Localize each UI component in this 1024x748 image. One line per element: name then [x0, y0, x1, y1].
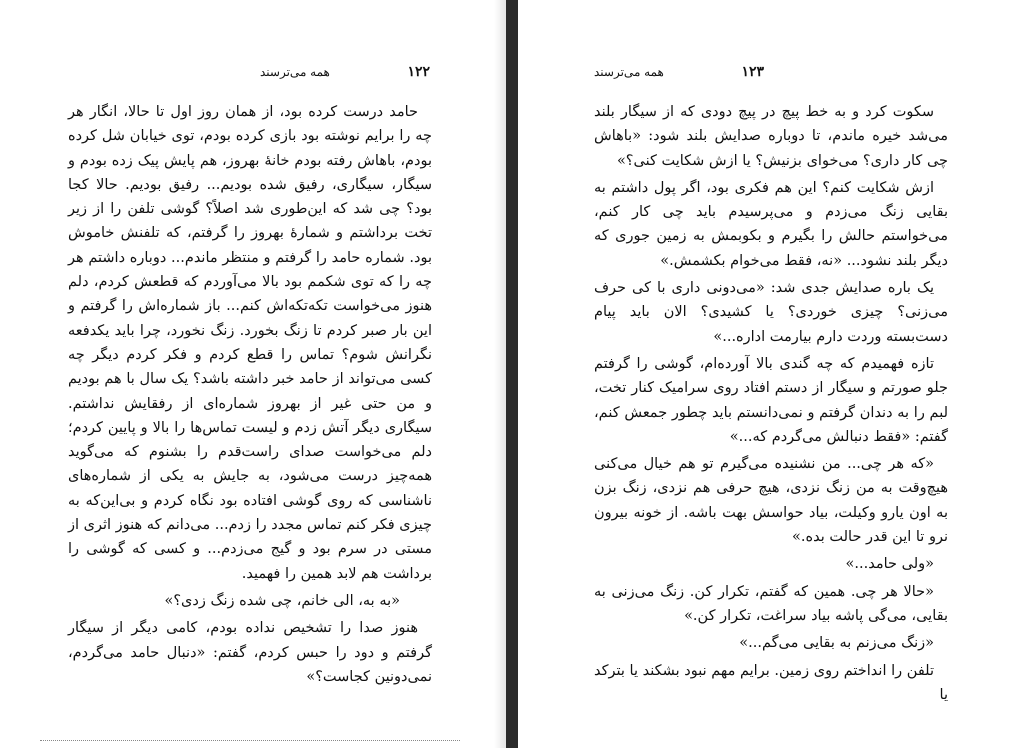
paragraph: تازه فهمیدم که چه گندی بالا آورده‌ام، گوشی را گرفتم جلو صورتم و سیگار از دستم افتاد روی سرامیک کنار تخت، لبم را به دندان گرفتم و نمی‌دانستم باید چطور جمعش کنم، گفتم: «فقط دنبالش می‌گردم که...» [594, 355, 948, 445]
gutter-shadow-left [494, 0, 506, 748]
left-page [0, 0, 506, 748]
paragraph: یک باره صدایش جدی شد: «می‌دونی داری با کی حرف می‌زنی؟ چیزی خوردی؟ یا کشیدی؟ الان باید پیام دست‌بسته وردت دارم بیارمت اداره...» [594, 280, 948, 345]
paragraph: «به به، الی خانم، چی شده زنگ زدی؟» [164, 592, 400, 609]
left-page-header [260, 64, 430, 86]
right-running-title: همه می‌ترسند [594, 65, 664, 79]
right-page [518, 0, 1024, 748]
left-page-body [68, 100, 432, 692]
paragraph: هنوز صدا را تشخیص نداده بودم، کامی دیگر از سیگار گرفتم و دود را حبس کردم، گفتم: «دنبال حامد می‌گردم، نمی‌دونین کجاست؟» [68, 620, 432, 685]
paragraph: «ولی حامد...» [845, 556, 934, 573]
paragraph: حامد درست کرده بود، از همان روز اول تا حالا، انگار هر چه را برایم نوشته بود بازی کرده بودم، توی خیابان شل کرده بودم، باهاش رفته بودم خانهٔ بهروز، هم پایش پیک زده بودم و سیگار، سیگاری، رفیق شده بودیم... رفیق بودیم. حالا کجا بود؟ چی شد که این‌طوری شد اصلاً؟ گوشی تلفن را از زیر تخت برداشتم و شمارهٔ بهروز را گرفتم، که تلفنش خاموش بود. شماره حامد را گرفتم و منتظر ماندم... دوباره داشتم هر چه را که توی شکمم بود بالا می‌آوردم که قطعش کردم، دلم هنوز می‌خواست تکه‌تکه‌اش کنم... باز شماره‌اش را گرفتم و این بار صبر کردم تا زنگ بخورد. زنگ نخورد، چرا باید یکدفعه نگرانش شوم؟ تماس را قطع کردم و فکر کردم دیگر چه کسی می‌تواند از حامد خبر داشته باشد؟ یک سال با هم بودیم و من حتی غیر از بهروز شماره‌ای از رفقایش نداشتم. سیگاری دیگر آتش زدم و لیست تماس‌ها را بالا و پایین کردم؛ دلم می‌خواست صدای راست‌قدم را بشنوم که می‌گوید همه‌چیز درست می‌شود، به جایش به یکی از شماره‌های ناشناسی که روی گوشی افتاده بود نگاه کردم و بی‌این‌که به چیزی فکر کنم تماس مجدد را زدم... می‌دانم که هنوز اثری از مستی در سرم بود و گیج می‌زدم... و کسی که گوشی را برداشت هم لابد همین را فهمید. [68, 104, 432, 582]
left-running-title: همه می‌ترسند [260, 65, 330, 79]
book-spine-gutter [506, 0, 518, 748]
right-page-header [594, 64, 764, 86]
paragraph: «زنگ می‌زنم به بقایی می‌گم...» [739, 635, 934, 652]
paragraph: ازش شکایت کنم؟ این هم فکری بود، اگر پول داشتم به بقایی زنگ می‌زدم و می‌پرسیدم باید چی کار کنم، می‌خواستم حالش را بگیرم و بکوبمش به زمین جوری که دیگر بلند نشود... «نه، فقط می‌خوام بکشمش.» [594, 179, 948, 269]
paragraph: «حالا هر چی. همین که گفتم، تکرار کن. زنگ می‌زنی به بقایی، می‌گی پاشه بیاد سراغت، تکرار کن.» [594, 583, 948, 624]
right-page-number: ۱۲۳ [741, 64, 764, 80]
paragraph: سکوت کرد و به خط پیچ در پیچ دودی که از سیگار بلند می‌شد خیره ماندم، تا دوباره صدایش بلند شود: «باهاش چی کار داری؟ می‌خوای بزنیش؟ یا ازش شکایت کنی؟» [594, 104, 948, 169]
paragraph: «که هر چی... من نشنیده می‌گیرم تو هم خیال می‌کنی هیچ‌وقت به من زنگ نزدی، هیچ حرفی هم نزدی، زنگ بزن به اون یارو وکیلت، بیاد حواسش بهت باشه. از خونه بیرون نرو تا این قدر حالت بده.» [594, 456, 948, 546]
left-page-number: ۱۲۲ [407, 64, 430, 80]
paragraph: تلفن را انداختم روی زمین. برایم مهم نبود بشکند یا بترکد یا [594, 662, 948, 703]
page-edge-line [40, 740, 460, 742]
right-page-body [594, 100, 948, 710]
